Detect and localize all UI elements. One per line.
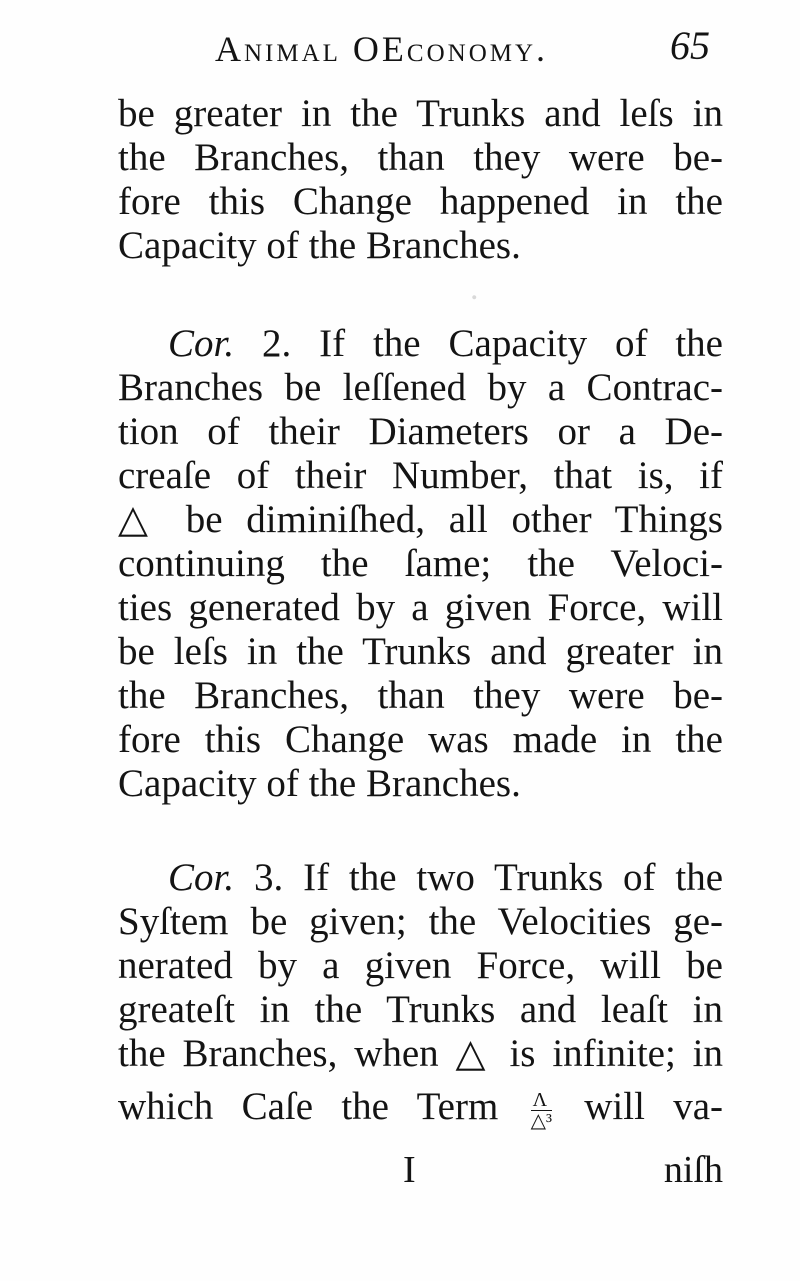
- text-line: the Branches, than they were be-: [118, 136, 723, 179]
- corollary-first-line: [118, 322, 723, 366]
- corollary-2: [118, 322, 723, 806]
- page-footer: [118, 1148, 723, 1198]
- corollary-label: Cor.: [168, 856, 235, 899]
- fraction-denominator: △³: [530, 1109, 552, 1132]
- text-line: nerated by a given Force, will be: [118, 944, 723, 987]
- fraction: [531, 1090, 552, 1131]
- fraction-numerator: Λ: [531, 1090, 552, 1111]
- text-line: greateſt in the Trunks and leaſt in: [118, 988, 723, 1031]
- paragraph-continuation: [118, 92, 723, 268]
- text-line: the Branches, than they were be-: [118, 674, 723, 717]
- corollary-label: Cor.: [168, 322, 235, 365]
- text-line: continuing the ſame; the Veloci-: [118, 542, 723, 585]
- text-line: ties generated by a given Force, will: [118, 586, 723, 629]
- text-line: be greater in the Trunks and leſs in: [118, 92, 723, 135]
- text-line: △ be diminiſhed, all other Things: [118, 498, 723, 541]
- text-line: Branches be leſſened by a Contrac-: [118, 366, 723, 409]
- page-number: 65: [670, 23, 710, 68]
- bleed-through-1: .: [470, 270, 479, 307]
- text-fragment: will va-: [584, 1085, 723, 1128]
- corollary-first-line: [118, 856, 723, 900]
- text-line-with-formula: [118, 1076, 723, 1138]
- text-line: fore this Change happened in the: [118, 180, 723, 223]
- text-line: Capacity of the Branches.: [118, 224, 521, 267]
- page-header: [215, 22, 735, 72]
- text-line: Capacity of the Branches.: [118, 762, 521, 805]
- text-fragment: 3. If the two Trunks of the: [253, 856, 724, 899]
- signature-mark: I: [403, 1149, 416, 1191]
- catchword: niſh: [663, 1149, 723, 1191]
- text-line: fore this Change was made in the: [118, 718, 723, 761]
- text-line: the Branches, when △ is infinite; in: [118, 1032, 723, 1075]
- text-fragment: which Caſe the Term: [118, 1085, 499, 1128]
- text-line: be leſs in the Trunks and greater in: [118, 630, 723, 673]
- corollary-3: [118, 856, 723, 1138]
- text-line: creaſe of their Number, that is, if: [118, 454, 723, 497]
- text-fragment: 2. If the Capacity of the: [262, 322, 723, 365]
- text-line: tion of their Diameters or a De-: [118, 410, 723, 453]
- text-line: Syſtem be given; the Velocities ge-: [118, 900, 723, 943]
- running-head: Animal OEconomy.: [215, 29, 549, 69]
